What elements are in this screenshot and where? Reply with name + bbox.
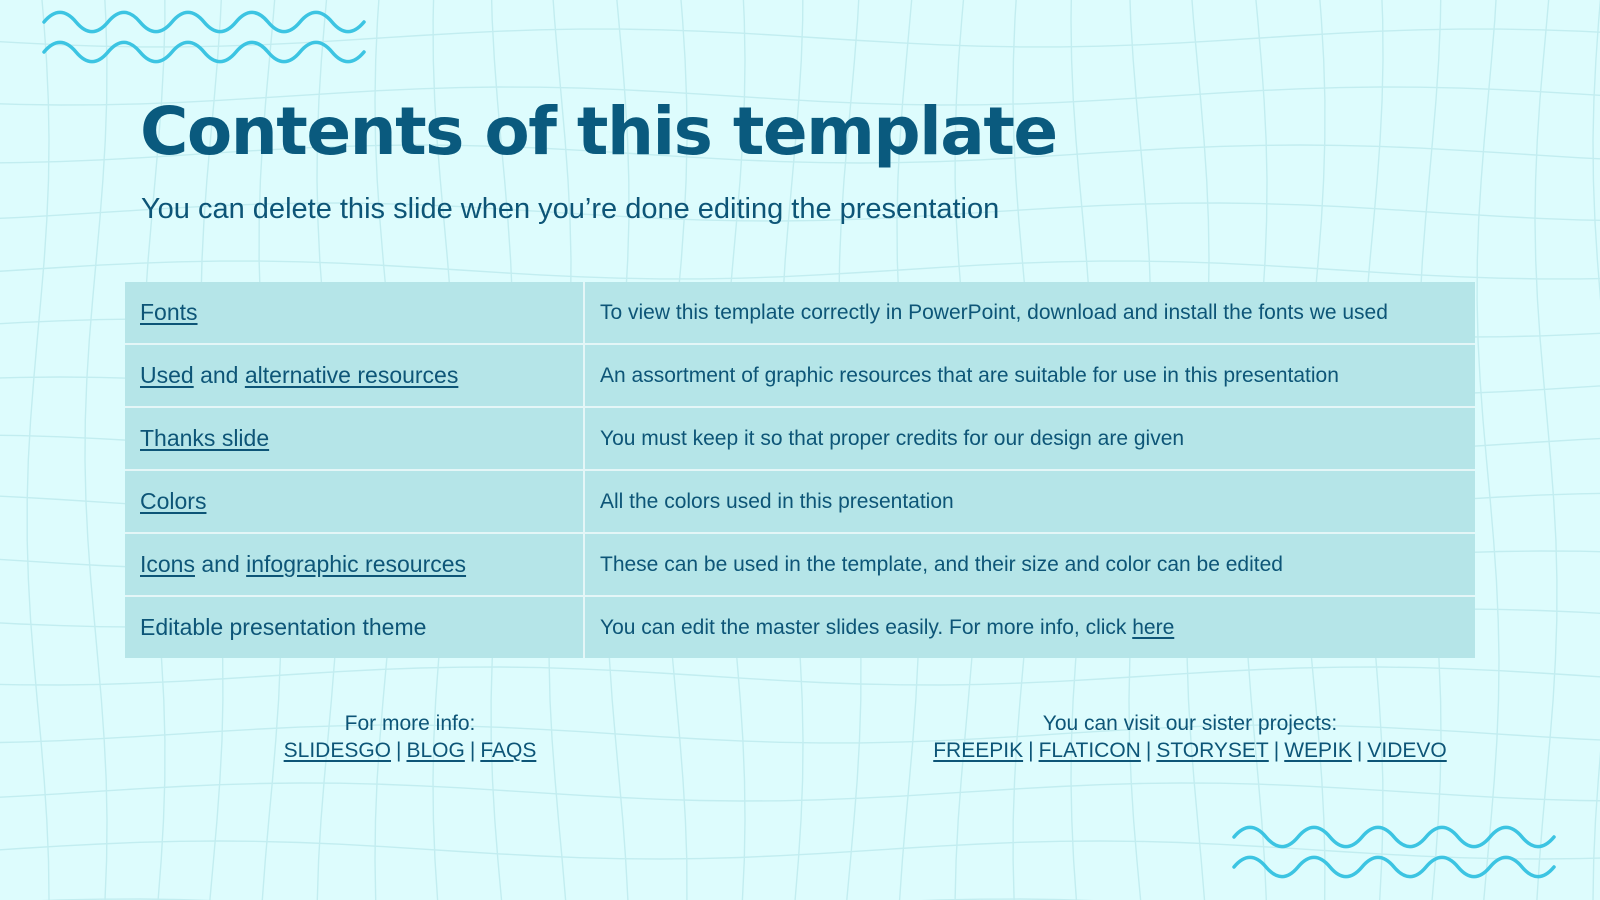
blog-link[interactable]: BLOG [406,739,465,762]
grid-line [85,0,107,900]
footer-more-info [230,710,590,764]
wave-line [1234,857,1554,876]
footer-label: For more info: [344,712,476,735]
footer-sister-projects [880,710,1500,764]
link-separator: | [1356,739,1363,762]
topic-cell [125,344,584,407]
wave-line [1234,827,1554,846]
colors-link[interactable]: Colors [140,488,207,514]
grid-line [1477,0,1499,900]
description-cell: You must keep it so that proper credits for our design are given [584,407,1475,470]
table-row [125,596,1475,658]
table-row [125,407,1475,470]
slide-subtitle: You can delete this slide when you’re done editing the presentation [141,193,1000,225]
faqs-link[interactable]: FAQS [480,739,537,762]
grid-line [0,261,1600,279]
fonts-link[interactable]: Fonts [140,299,198,325]
description-cell: All the colors used in this presentation [584,470,1475,533]
wepik-link[interactable]: WEPIK [1284,739,1352,762]
description-cell [584,596,1475,658]
grid-line [1535,0,1557,900]
description-cell: An assortment of graphic resources that are suitable for use in this presentation [584,344,1475,407]
footer-label: You can visit our sister projects: [1042,712,1338,735]
grid-line [1593,0,1600,900]
here-link[interactable]: here [1132,615,1175,639]
icons-link[interactable]: Icons [140,551,195,577]
infographic-resources-link[interactable]: infographic resources [246,551,467,577]
videvo-link[interactable]: VIDEVO [1367,739,1447,762]
table-row [125,533,1475,596]
alternative-resources-link[interactable]: alternative resources [244,362,459,388]
grid-line [0,667,1600,685]
grid-line [27,0,49,900]
topic-cell [125,282,584,344]
storyset-link[interactable]: STORYSET [1156,739,1269,762]
description-cell: These can be used in the template, and their size and color can be edited [584,533,1475,596]
thanks-slide-link[interactable]: Thanks slide [140,425,270,451]
used-resources-link[interactable]: Used [140,362,194,388]
description-cell: To view this template correctly in PowerPoint, download and install the fonts we used [584,282,1475,344]
contents-table [125,282,1475,658]
description-text: You can edit the master slides easily. For more info, click [600,615,1133,639]
slide-title: Contents of this template [140,93,1057,170]
topic-cell [125,470,584,533]
wave-lines-icon [1230,823,1560,883]
table-row [125,344,1475,407]
freepik-link[interactable]: FREEPIK [933,739,1024,762]
footer-links [880,737,1500,764]
table-row [125,282,1475,344]
link-separator: | [469,739,476,762]
topic-cell [125,407,584,470]
wave-line [44,42,364,61]
link-separator: | [1145,739,1152,762]
link-separator: | [1273,739,1280,762]
wave-line [44,12,364,31]
link-separator: | [1028,739,1034,762]
wave-lines-icon [40,8,370,68]
topic-joiner: and [193,362,245,388]
grid-line [0,783,1600,801]
topic-cell: Editable presentation theme [125,596,584,658]
footer-links [230,737,590,764]
topic-cell [125,533,584,596]
slidesgo-link[interactable]: SLIDESGO [283,739,392,762]
table-row [125,470,1475,533]
link-separator: | [396,739,402,762]
flaticon-link[interactable]: FLATICON [1038,739,1141,762]
topic-joiner: and [194,551,247,577]
